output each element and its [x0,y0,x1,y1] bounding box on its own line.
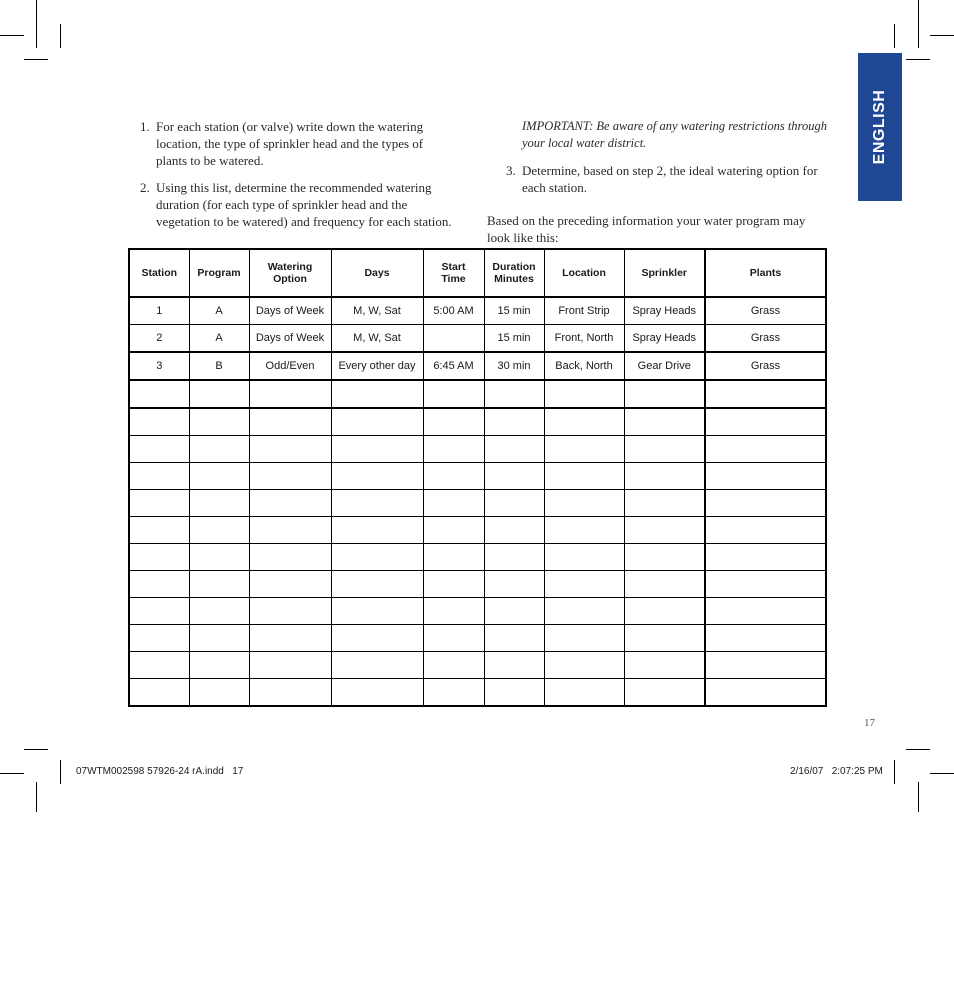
table-cell [624,571,705,598]
table-row [129,490,826,517]
text-line: vegetation to be watered) and frequency for each station. [156,214,452,229]
table-cell: Grass [705,352,826,380]
table-cell: A [189,325,249,353]
table-cell [189,652,249,679]
table-cell [129,490,189,517]
table-cell [484,544,544,571]
table-cell [129,625,189,652]
table-cell [544,463,624,490]
column-header: Program [189,249,249,297]
table-cell: Spray Heads [624,325,705,353]
crop-mark [930,35,954,36]
table-cell: M, W, Sat [331,297,423,325]
table-row [129,625,826,652]
table-cell [129,571,189,598]
table-cell: M, W, Sat [331,325,423,353]
table-cell [129,380,189,408]
table-cell [484,517,544,544]
table-cell [129,652,189,679]
table-cell [129,408,189,436]
crop-mark [918,0,919,48]
table-cell [544,544,624,571]
table-cell [705,408,826,436]
table-cell [705,490,826,517]
table-cell [544,625,624,652]
table-cell: Odd/Even [249,352,331,380]
table-cell: 2 [129,325,189,353]
step-2 [140,179,480,233]
table-cell [705,652,826,679]
table-cell [249,544,331,571]
intro-paragraph [487,212,837,246]
table-cell [331,625,423,652]
table-cell: Spray Heads [624,297,705,325]
table-row [129,652,826,679]
table-cell [624,380,705,408]
table-cell [189,625,249,652]
table-cell: Back, North [544,352,624,380]
table-row [129,436,826,463]
table-cell [624,652,705,679]
table-cell [624,679,705,707]
table-cell [484,571,544,598]
crop-mark [36,782,37,812]
table-cell [189,490,249,517]
language-tab-label: ENGLISH [871,89,888,165]
text-line: look like this: [487,230,559,245]
footer-file-info: 07WTM002598 57926-24 rA.indd 17 [76,766,244,777]
table-cell [624,490,705,517]
watering-program-table [128,248,827,707]
table-cell [129,679,189,707]
text-line: For each station (or valve) write down the watering [156,119,424,134]
column-header: Watering Option [249,249,331,297]
table-cell [544,652,624,679]
table-cell [624,544,705,571]
crop-mark [60,24,61,48]
table-cell [331,490,423,517]
table-cell: 15 min [484,297,544,325]
table-cell [705,544,826,571]
table-cell [484,463,544,490]
table-cell [484,652,544,679]
table-cell [423,517,484,544]
table-cell [129,517,189,544]
footer-timestamp: 2/16/07 2:07:25 PM [790,766,883,777]
table-cell: 5:00 AM [423,297,484,325]
column-header: Days [331,249,423,297]
table-cell [129,544,189,571]
table-cell: Every other day [331,352,423,380]
table-row [129,517,826,544]
table-cell [544,490,624,517]
crop-mark [24,749,48,750]
table-cell: Grass [705,297,826,325]
table-row [129,380,826,408]
text-line: plants to be watered. [156,153,264,168]
table-cell [423,571,484,598]
table-cell [331,679,423,707]
table-cell [249,625,331,652]
table-cell: 15 min [484,325,544,353]
table-cell [249,380,331,408]
table-cell [249,463,331,490]
text-line: Determine, based on step 2, the ideal watering option for [522,163,818,178]
table-cell [624,625,705,652]
table-cell: Front Strip [544,297,624,325]
text-line: Based on the preceding information your water program may [487,213,806,228]
table-cell [705,598,826,625]
text-line: your local water district. [522,136,647,150]
table-cell [705,463,826,490]
table-cell: Grass [705,325,826,353]
table-cell [331,571,423,598]
text-line: each station. [522,180,587,195]
table-row [129,463,826,490]
table-cell [249,408,331,436]
table-cell [624,598,705,625]
table-cell [129,598,189,625]
table-cell: Gear Drive [624,352,705,380]
text-line: location, the type of sprinkler head and the types of [156,136,424,151]
table-cell [189,380,249,408]
column-header: Location [544,249,624,297]
table-cell: 30 min [484,352,544,380]
table-cell [331,517,423,544]
table-cell [484,380,544,408]
table-cell [189,544,249,571]
crop-mark [930,773,954,774]
table-cell [423,325,484,353]
table-cell [423,544,484,571]
crop-mark [0,773,24,774]
table-cell [189,408,249,436]
table-cell: 1 [129,297,189,325]
column-header: Duration Minutes [484,249,544,297]
table-cell: Front, North [544,325,624,353]
table-row [129,352,826,380]
table-cell [331,463,423,490]
table-header-row [129,249,826,297]
column-header: Start Time [423,249,484,297]
crop-mark [36,0,37,48]
table-row [129,325,826,353]
table-cell [129,463,189,490]
table-cell [484,408,544,436]
table-cell: B [189,352,249,380]
table-cell [705,380,826,408]
table-cell [624,517,705,544]
table-cell [189,463,249,490]
step-3 [506,162,846,198]
table-cell [624,436,705,463]
table-cell [544,436,624,463]
table-cell [423,598,484,625]
crop-mark [906,749,930,750]
table-cell [484,436,544,463]
table-cell [423,380,484,408]
step-text [156,179,452,230]
table-cell [544,679,624,707]
page-number: 17 [864,717,875,729]
table-cell [624,408,705,436]
table-row [129,544,826,571]
table-row [129,408,826,436]
table-cell [331,544,423,571]
table-cell [423,679,484,707]
table-cell: Days of Week [249,297,331,325]
table-row [129,571,826,598]
crop-mark [24,59,48,60]
table-row [129,598,826,625]
table-cell [249,490,331,517]
important-note [522,118,842,152]
crop-mark [906,59,930,60]
table-cell [423,408,484,436]
text-line: IMPORTANT: Be aware of any watering restrictions through [522,119,827,133]
table-cell [189,517,249,544]
step-number: 3. [506,163,516,178]
table-cell: 3 [129,352,189,380]
table-cell [705,436,826,463]
table-cell [249,517,331,544]
step-number: 1. [140,119,150,134]
table-cell [331,408,423,436]
crop-mark [918,782,919,812]
crop-mark [0,35,24,36]
table-cell: A [189,297,249,325]
crop-mark [894,24,895,48]
table-cell [544,517,624,544]
table-cell [189,598,249,625]
table-cell [484,679,544,707]
table-cell [544,598,624,625]
table-cell [484,490,544,517]
table-cell [544,571,624,598]
table-cell [705,517,826,544]
text-line: Using this list, determine the recommended watering [156,180,432,195]
table-cell [705,571,826,598]
table-cell [189,436,249,463]
step-text [522,162,818,196]
table-cell [423,625,484,652]
table-cell [484,625,544,652]
table-cell [331,436,423,463]
table-cell [705,625,826,652]
table-cell [544,408,624,436]
step-number: 2. [140,180,150,195]
column-header: Station [129,249,189,297]
table-cell [544,380,624,408]
table-cell [331,598,423,625]
table-cell [423,436,484,463]
step-text [156,118,423,169]
table-cell [249,652,331,679]
table-cell [331,652,423,679]
table-cell [423,463,484,490]
table-cell [484,598,544,625]
table-cell [331,380,423,408]
table-cell: Days of Week [249,325,331,353]
crop-mark [60,760,61,784]
table-row [129,679,826,707]
table-cell [624,463,705,490]
table-cell [423,490,484,517]
table-cell [249,571,331,598]
table-cell [249,679,331,707]
table-row [129,297,826,325]
step-1 [140,118,470,172]
crop-mark [894,760,895,784]
column-header: Sprinkler [624,249,705,297]
table-cell [189,571,249,598]
table-cell [423,652,484,679]
text-line: duration (for each type of sprinkler head and the [156,197,408,212]
column-header: Plants [705,249,826,297]
table-cell [249,436,331,463]
table-cell: 6:45 AM [423,352,484,380]
table-cell [189,679,249,707]
table-cell [705,679,826,707]
table-cell [249,598,331,625]
table-cell [129,436,189,463]
language-tab [858,53,902,201]
